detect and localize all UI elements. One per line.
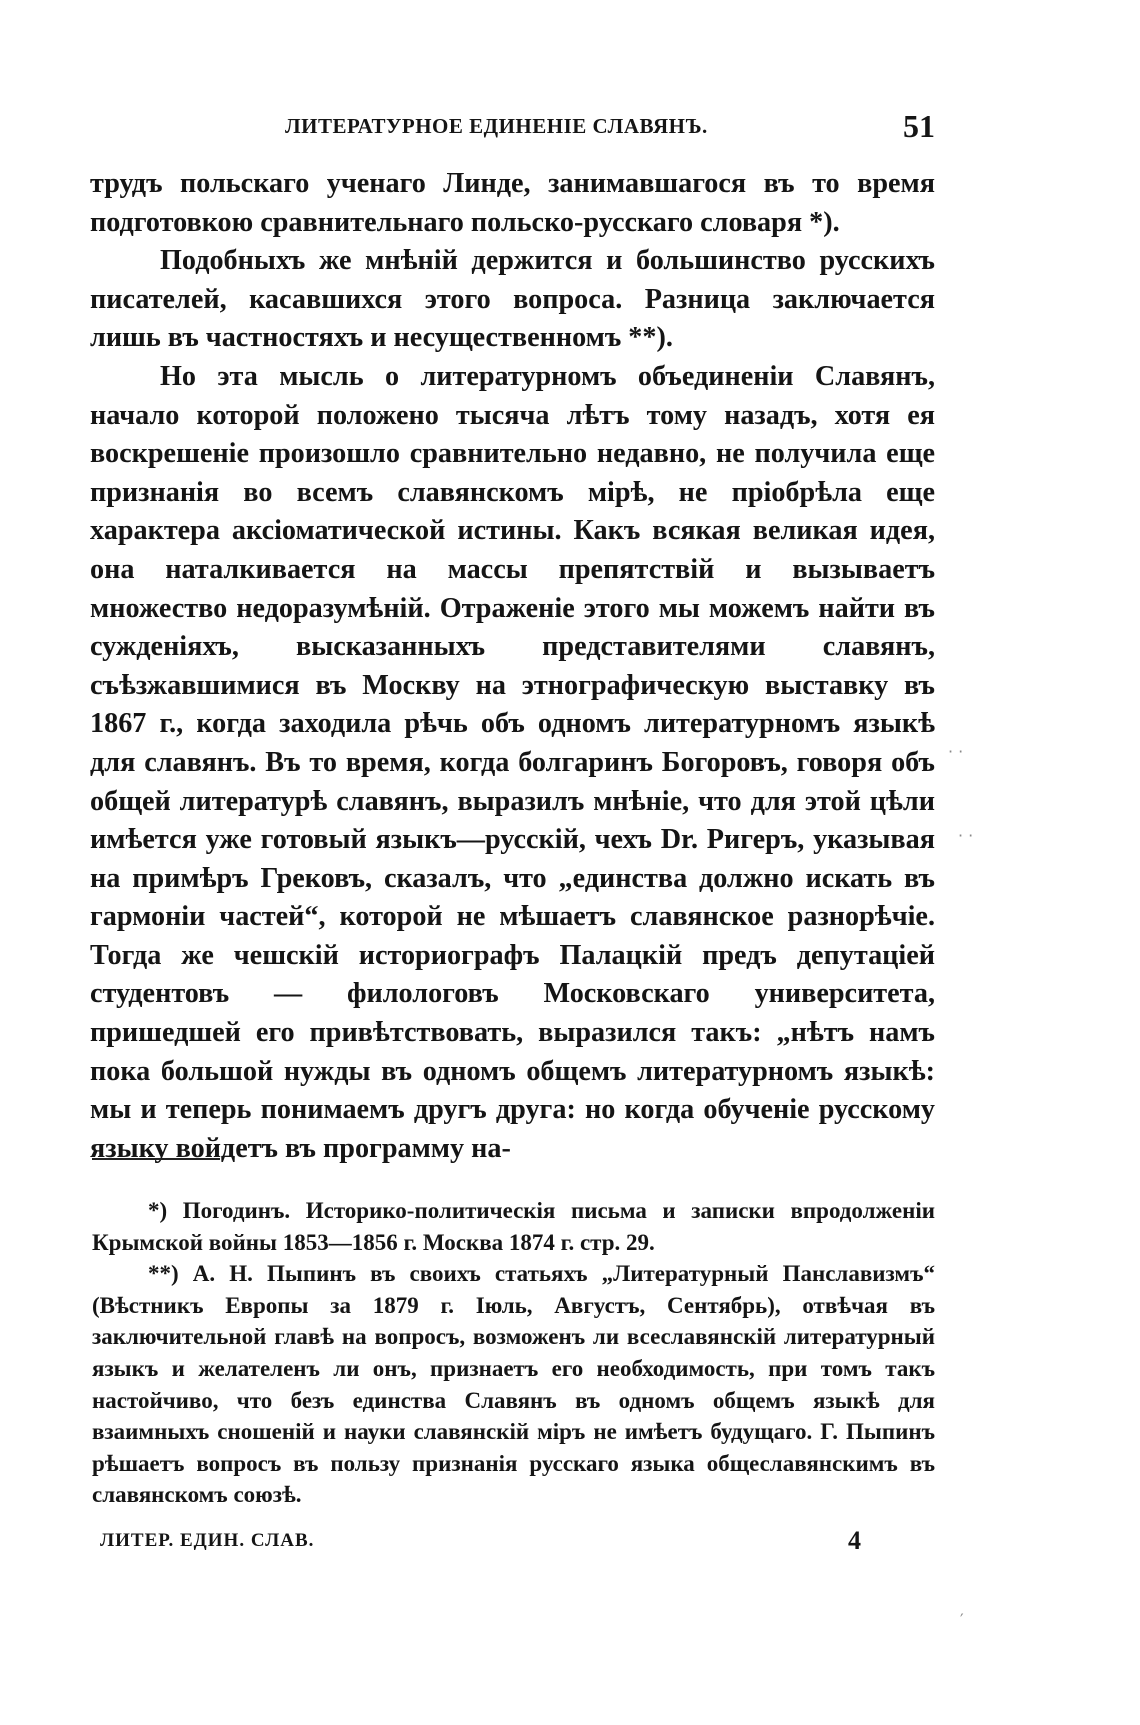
footnotes bbox=[92, 1195, 935, 1511]
running-title: ЛИТЕРАТУРНОЕ ЕДИНЕНІЕ СЛАВЯНЪ. bbox=[285, 114, 708, 138]
paragraph: Но эта мысль о литературномъ объединеніи Славянъ, начало которой положено тысяча лѣтъ тому назадъ, хотя ея воскрешеніе произошло сравнительно недавно, не получила еще признанія во всемъ славянскомъ мірѣ, не пріобрѣла еще характера аксіоматической истины. Какъ всякая великая идея, она наталкивается на массы препятствій и вызываетъ множество недоразумѣній. Отраженіе этого мы можемъ найти въ сужденіяхъ, высказанныхъ представителями славянъ, съѣзжавшимися въ Москву на этнографическую выставку въ 1867 г., когда заходила рѣчь объ одномъ литературномъ языкѣ для славянъ. Въ то время, когда болгаринъ Богоровъ, говоря объ общей литературѣ славянъ, выразилъ мнѣніе, что для этой цѣли имѣется уже готовый языкъ—русскій, чехъ Dr. Ригеръ, указывая на примѣръ Грековъ, сказалъ, что „единства должно искать въ гармоніи частей“, которой не мѣшаетъ славянское разнорѣчіе. Тогда же чешскій историографъ Палацкій предъ депутаціей студентовъ — филологовъ Московскаго университета, пришедшей его привѣтствовать, выразился такъ: „нѣтъ намъ пока большой нужды въ одномъ общемъ литературномъ языкѣ: мы и теперь понимаемъ другъ друга: но когда обученіе русскому языку войдетъ въ программу на- bbox=[90, 360, 935, 1164]
page-number: 51 bbox=[903, 108, 935, 144]
signature-number: 4 bbox=[848, 1526, 861, 1555]
printer-signature bbox=[100, 1526, 880, 1560]
footnote: *) Погодинъ. Историко-политическія письма и записки впродолженіи Крымской войны 1853—1856 г. Москва 1874 г. стр. 29. bbox=[92, 1198, 935, 1255]
main-text bbox=[90, 165, 935, 1168]
running-header bbox=[90, 110, 935, 150]
paragraph: Подобныхъ же мнѣній держится и большинство русскихъ писателей, касавшихся этого вопроса. Разница заключается лишь въ частностяхъ и несущественномъ **). bbox=[90, 245, 935, 354]
margin-speck: · · bbox=[958, 826, 974, 845]
footnote: **) А. Н. Пыпинъ въ своихъ статьяхъ „Литературный Панславизмъ“ (Вѣстникъ Европы за 1879 г. Іюль, Августъ, Сентябрь), отвѣчая въ заключительной главѣ на вопросъ, возможенъ ли всеславянскій литературный языкъ и желателенъ ли онъ, признаетъ его необходимость, при томъ такъ настойчиво, что безъ единства Славянъ въ одномъ общемъ языкѣ для взаимныхъ сношеній и науки славянскій міръ не имѣетъ будущаго. Г. Пыпинъ рѣшаетъ вопросъ въ пользу признанія русскаго языка общеславянскимъ въ славянскомъ союзѣ. bbox=[92, 1261, 935, 1508]
margin-speck: ′ bbox=[960, 1610, 964, 1629]
margin-speck: · · bbox=[948, 742, 964, 761]
signature-mark: ЛИТЕР. ЕДИН. СЛАВ. bbox=[100, 1530, 315, 1551]
paragraph: трудъ польскаго ученаго Линде, занимавшагося въ то время подготовкою сравнительнаго польско-русскаго словаря *). bbox=[90, 168, 935, 238]
footnote-divider bbox=[92, 1158, 220, 1160]
